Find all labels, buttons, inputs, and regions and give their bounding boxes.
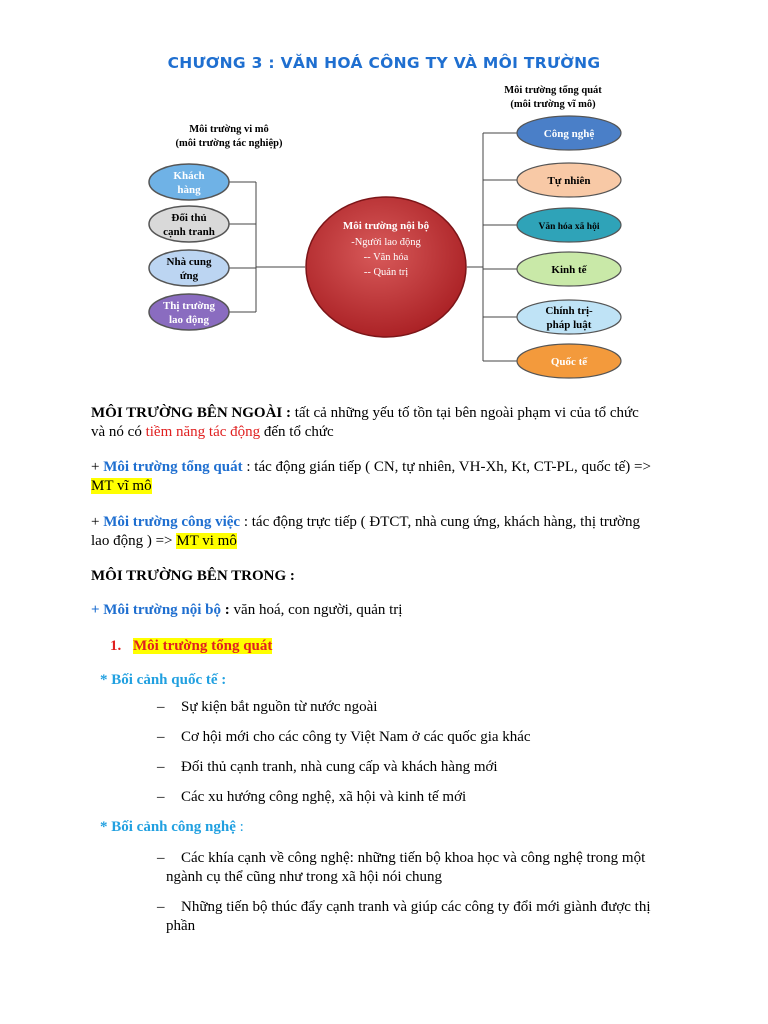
internal-colon: : [221, 602, 230, 618]
general-label: Môi trường tổng quát [103, 459, 243, 475]
general-environment [91, 458, 711, 496]
internal-label: + Môi trường nội bộ [91, 602, 222, 618]
list-item-text: Những tiến bộ thúc đẩy cạnh tranh và giúp các công ty đổi mới giành được thị [181, 899, 651, 915]
left-node [149, 294, 229, 330]
right-node [517, 252, 621, 286]
internal-text: văn hoá, con người, quản trị [229, 602, 403, 618]
task-environment [91, 513, 711, 551]
list-dash: – [157, 759, 165, 775]
list-dash: – [157, 850, 165, 866]
left-node-label: Khách [173, 170, 205, 182]
right-node-label: Chính trị- [545, 305, 593, 317]
general-plus: + [91, 459, 104, 475]
left-node-label: ứng [179, 270, 199, 282]
right-node [517, 163, 621, 197]
list-dash: – [157, 899, 165, 915]
task-label: Môi trường công việc [103, 514, 241, 530]
list-item-text: phần [166, 918, 196, 934]
micro-heading-line2: (môi trường tác nghiệp) [175, 138, 283, 149]
external-label: MÔI TRƯỜNG BÊN NGOÀI : [91, 405, 292, 421]
center-node-line: -- Quản trị [363, 267, 409, 278]
macro-heading-line2: (môi trường vĩ mô) [510, 99, 596, 110]
right-node-label: Kinh tế [551, 264, 587, 276]
left-node-label: Thị trường [162, 300, 216, 312]
center-node-line: -- Văn hóa [363, 252, 409, 263]
external-text-c: đến tổ chức [260, 424, 334, 440]
technology-context-colon: : [235, 819, 244, 835]
task-plus: + [91, 514, 104, 530]
external-text-a: tất cả những yếu tố tồn tại bên ngoài phạm vi của tổ chức [291, 405, 639, 421]
technology-context-label: * Bối cảnh công nghệ [100, 819, 236, 835]
list-dash: – [157, 729, 165, 745]
external-definition [91, 404, 711, 442]
right-node-label: Công nghệ [543, 128, 595, 140]
section-1-heading [110, 637, 730, 656]
left-node-label: Nhà cung [166, 256, 212, 268]
international-context-label: * Bối cảnh quốc tế : [100, 672, 227, 688]
right-node-label: Quốc tế [550, 356, 588, 368]
internal-environment [91, 601, 711, 620]
macro-heading-line1: Môi trường tổng quát [504, 85, 602, 96]
right-node-label: pháp luật [546, 319, 592, 331]
right-node-label: Tự nhiên [547, 175, 591, 187]
list-item-text: Các xu hướng công nghệ, xã hội và kinh tế mới [181, 789, 467, 805]
internal-heading: MÔI TRƯỜNG BÊN TRONG : [91, 568, 295, 584]
center-node-line: Môi trường nội bộ [342, 220, 430, 232]
left-node-label: lao động [168, 314, 210, 326]
section-1-number: 1. [110, 638, 122, 654]
list-item-text: Các khía cạnh về công nghệ: những tiến bộ khoa học và công nghệ trong một [181, 850, 646, 866]
technology-context-heading [100, 819, 244, 836]
left-node [149, 206, 229, 242]
right-node [517, 116, 621, 150]
right-node [517, 300, 621, 334]
left-node-label: hàng [177, 184, 201, 196]
section-1-title: Môi trường tổng quát [133, 638, 273, 654]
left-node [149, 164, 229, 200]
list-item-text: Đối thủ cạnh tranh, nhà cung cấp và khách hàng mới [181, 759, 498, 775]
center-node-line: -Người lao động [351, 237, 421, 248]
left-node [149, 250, 229, 286]
list-item-text: ngành cụ thể cũng như trong xã hội nói chung [166, 869, 442, 885]
list-item-text: Sự kiện bắt nguồn từ nước ngoài [181, 699, 378, 715]
page-title: CHƯƠNG 3 : VĂN HOÁ CÔNG TY VÀ MÔI TRƯỜNG [167, 54, 601, 72]
right-node [517, 344, 621, 378]
general-result: MT vĩ mô [91, 478, 152, 494]
right-node-label: Văn hóa xã hội [538, 222, 600, 232]
list-item-text: Cơ hội mới cho các công ty Việt Nam ở các quốc gia khác [181, 729, 531, 745]
micro-heading-line1: Môi trường vi mô [189, 124, 269, 135]
external-highlight: tiềm năng tác động [145, 424, 261, 440]
list-dash: – [157, 789, 165, 805]
task-text-a: : tác động trực tiếp ( ĐTCT, nhà cung ứng, khách hàng, thị trường [240, 514, 640, 530]
right-node [517, 208, 621, 242]
general-text: : tác động gián tiếp ( CN, tự nhiên, VH-Xh, Kt, CT-PL, quốc tế) => [242, 459, 651, 475]
external-text-b: và nó có [91, 424, 146, 440]
left-node-label: Đối thủ [171, 212, 207, 224]
task-result: MT vi mô [176, 533, 237, 549]
environment-diagram [145, 82, 635, 396]
left-node-label: cạnh tranh [163, 226, 215, 238]
task-text-b: lao động ) => [91, 533, 177, 549]
list-dash: – [157, 699, 165, 715]
